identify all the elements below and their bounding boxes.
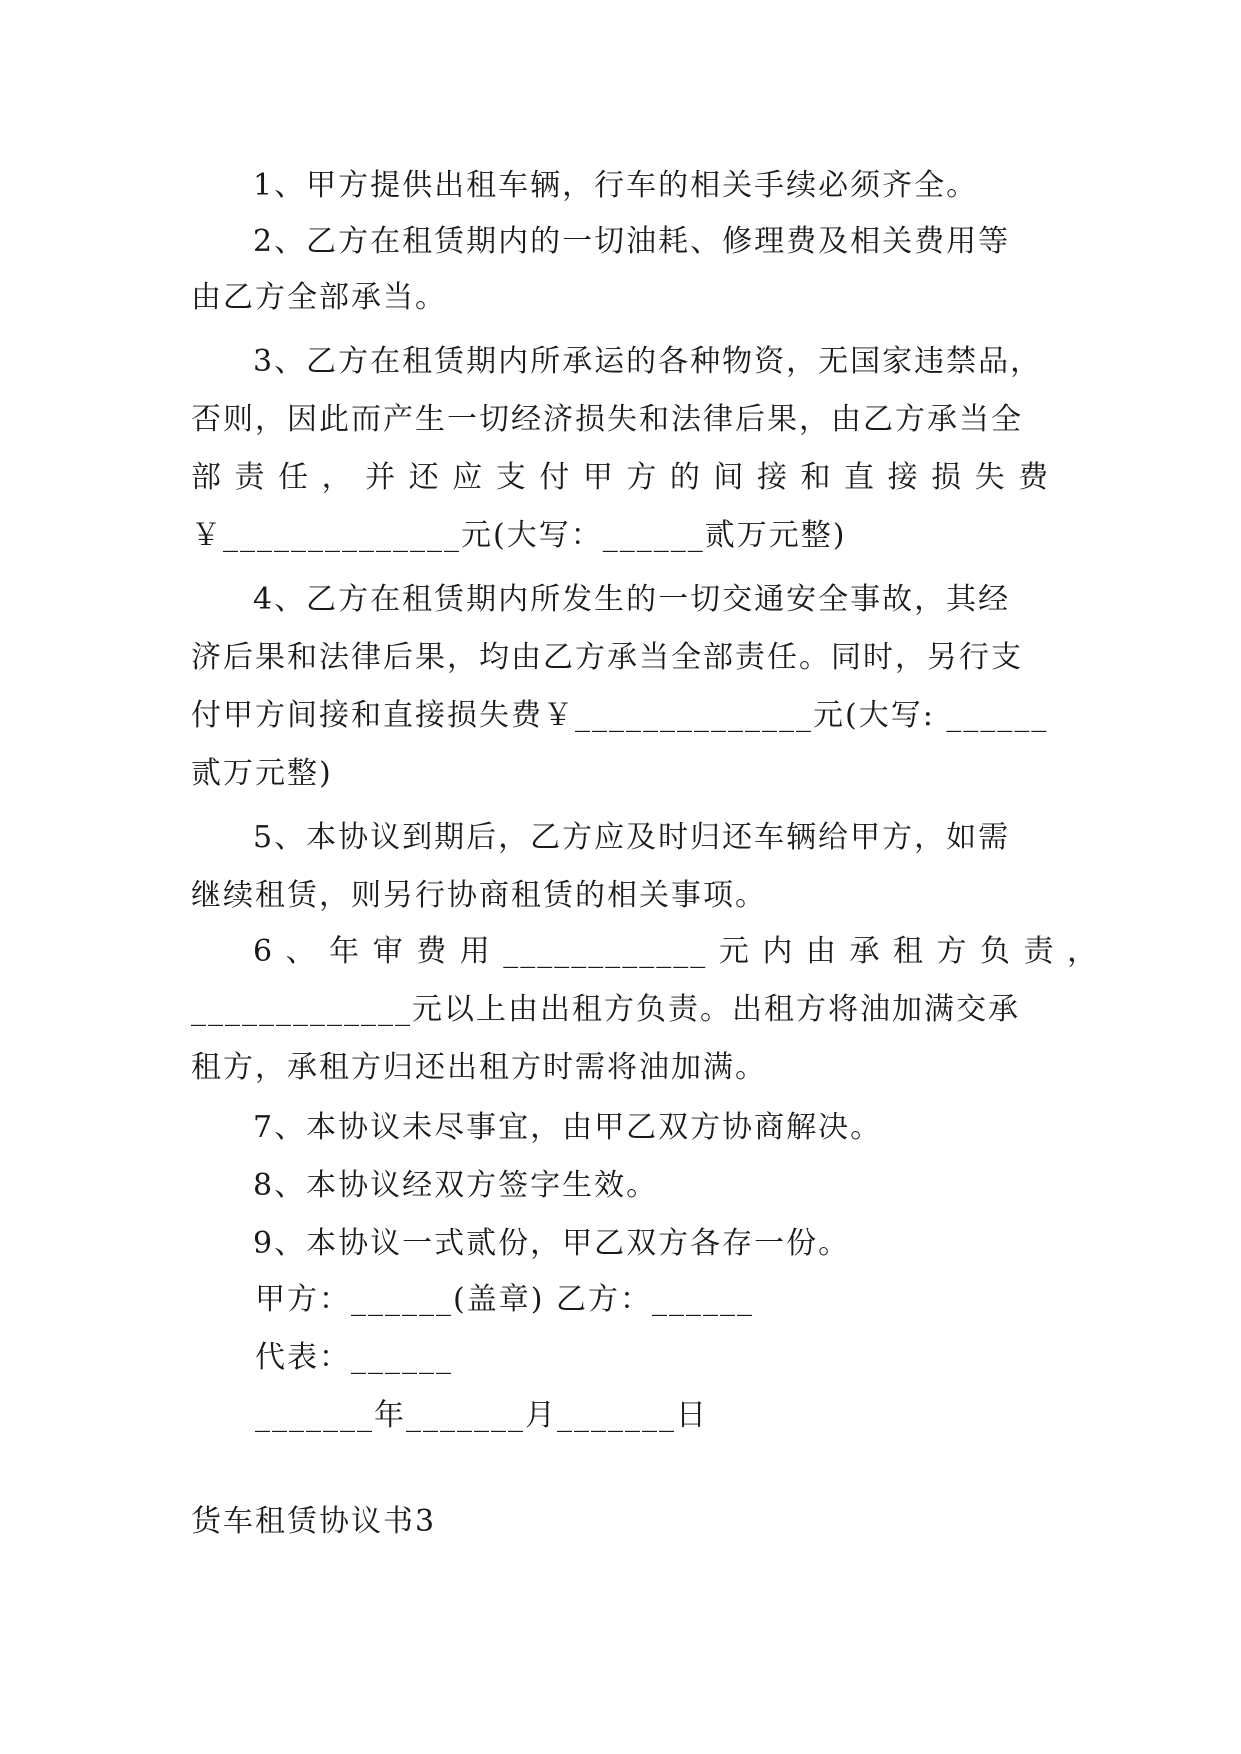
clause-4-line-1: 4、乙方在租赁期内所发生的一切交通安全事故，其经	[253, 582, 1011, 617]
clause-6-line-3: 租方，承租方归还出租方时需将油加满。	[191, 1050, 767, 1085]
clause-3-line-4: ￥______________元(大写：______贰万元整)	[191, 518, 847, 553]
party-signature-line: 甲方：______(盖章) 乙方：______	[255, 1282, 754, 1317]
clause-4-line-2: 济后果和法律后果，均由乙方承当全部责任。同时，另行支	[191, 640, 1023, 675]
clause-9: 9、本协议一式贰份，甲乙双方各存一份。	[253, 1226, 851, 1261]
section-heading: 货车租赁协议书3	[191, 1504, 437, 1539]
representative-line: 代表：______	[255, 1340, 453, 1375]
clause-5-line-2: 继续租赁，则另行协商租赁的相关事项。	[191, 878, 767, 913]
clause-2-line-2: 由乙方全部承当。	[191, 280, 447, 315]
clause-5-line-1: 5、本协议到期后，乙方应及时归还车辆给甲方，如需	[253, 820, 1011, 855]
clause-4-line-3: 付甲方间接和直接损失费￥______________元(大写: ______	[191, 698, 1049, 733]
clause-6-line-2: _____________元以上由出租方负责。出租方将油加满交承	[191, 992, 1020, 1027]
clause-3-line-2: 否则，因此而产生一切经济损失和法律后果，由乙方承当全	[191, 402, 1023, 437]
clause-7: 7、本协议未尽事宜，由甲乙双方协商解决。	[253, 1110, 883, 1145]
clause-6-line-1: 6 、 年 审 费 用 ____________ 元 内 由 承 租 方 负 责 ，	[253, 934, 1100, 969]
clause-8: 8、本协议经双方签字生效。	[253, 1168, 659, 1203]
clause-3-line-3: 部 责 任 ， 并 还 应 支 付 甲 方 的 间 接 和 直 接 损 失 费	[191, 460, 1051, 495]
clause-4-line-4: 贰万元整)	[191, 756, 333, 791]
clause-1: 1、甲方提供出租车辆，行车的相关手续必须齐全。	[253, 168, 979, 203]
clause-3-line-1: 3、乙方在租赁期内所承运的各种物资，无国家违禁品，	[253, 344, 1043, 379]
clause-2-line-1: 2、乙方在租赁期内的一切油耗、修理费及相关费用等	[253, 224, 1011, 259]
date-line: _______年_______月_______日	[255, 1398, 708, 1433]
